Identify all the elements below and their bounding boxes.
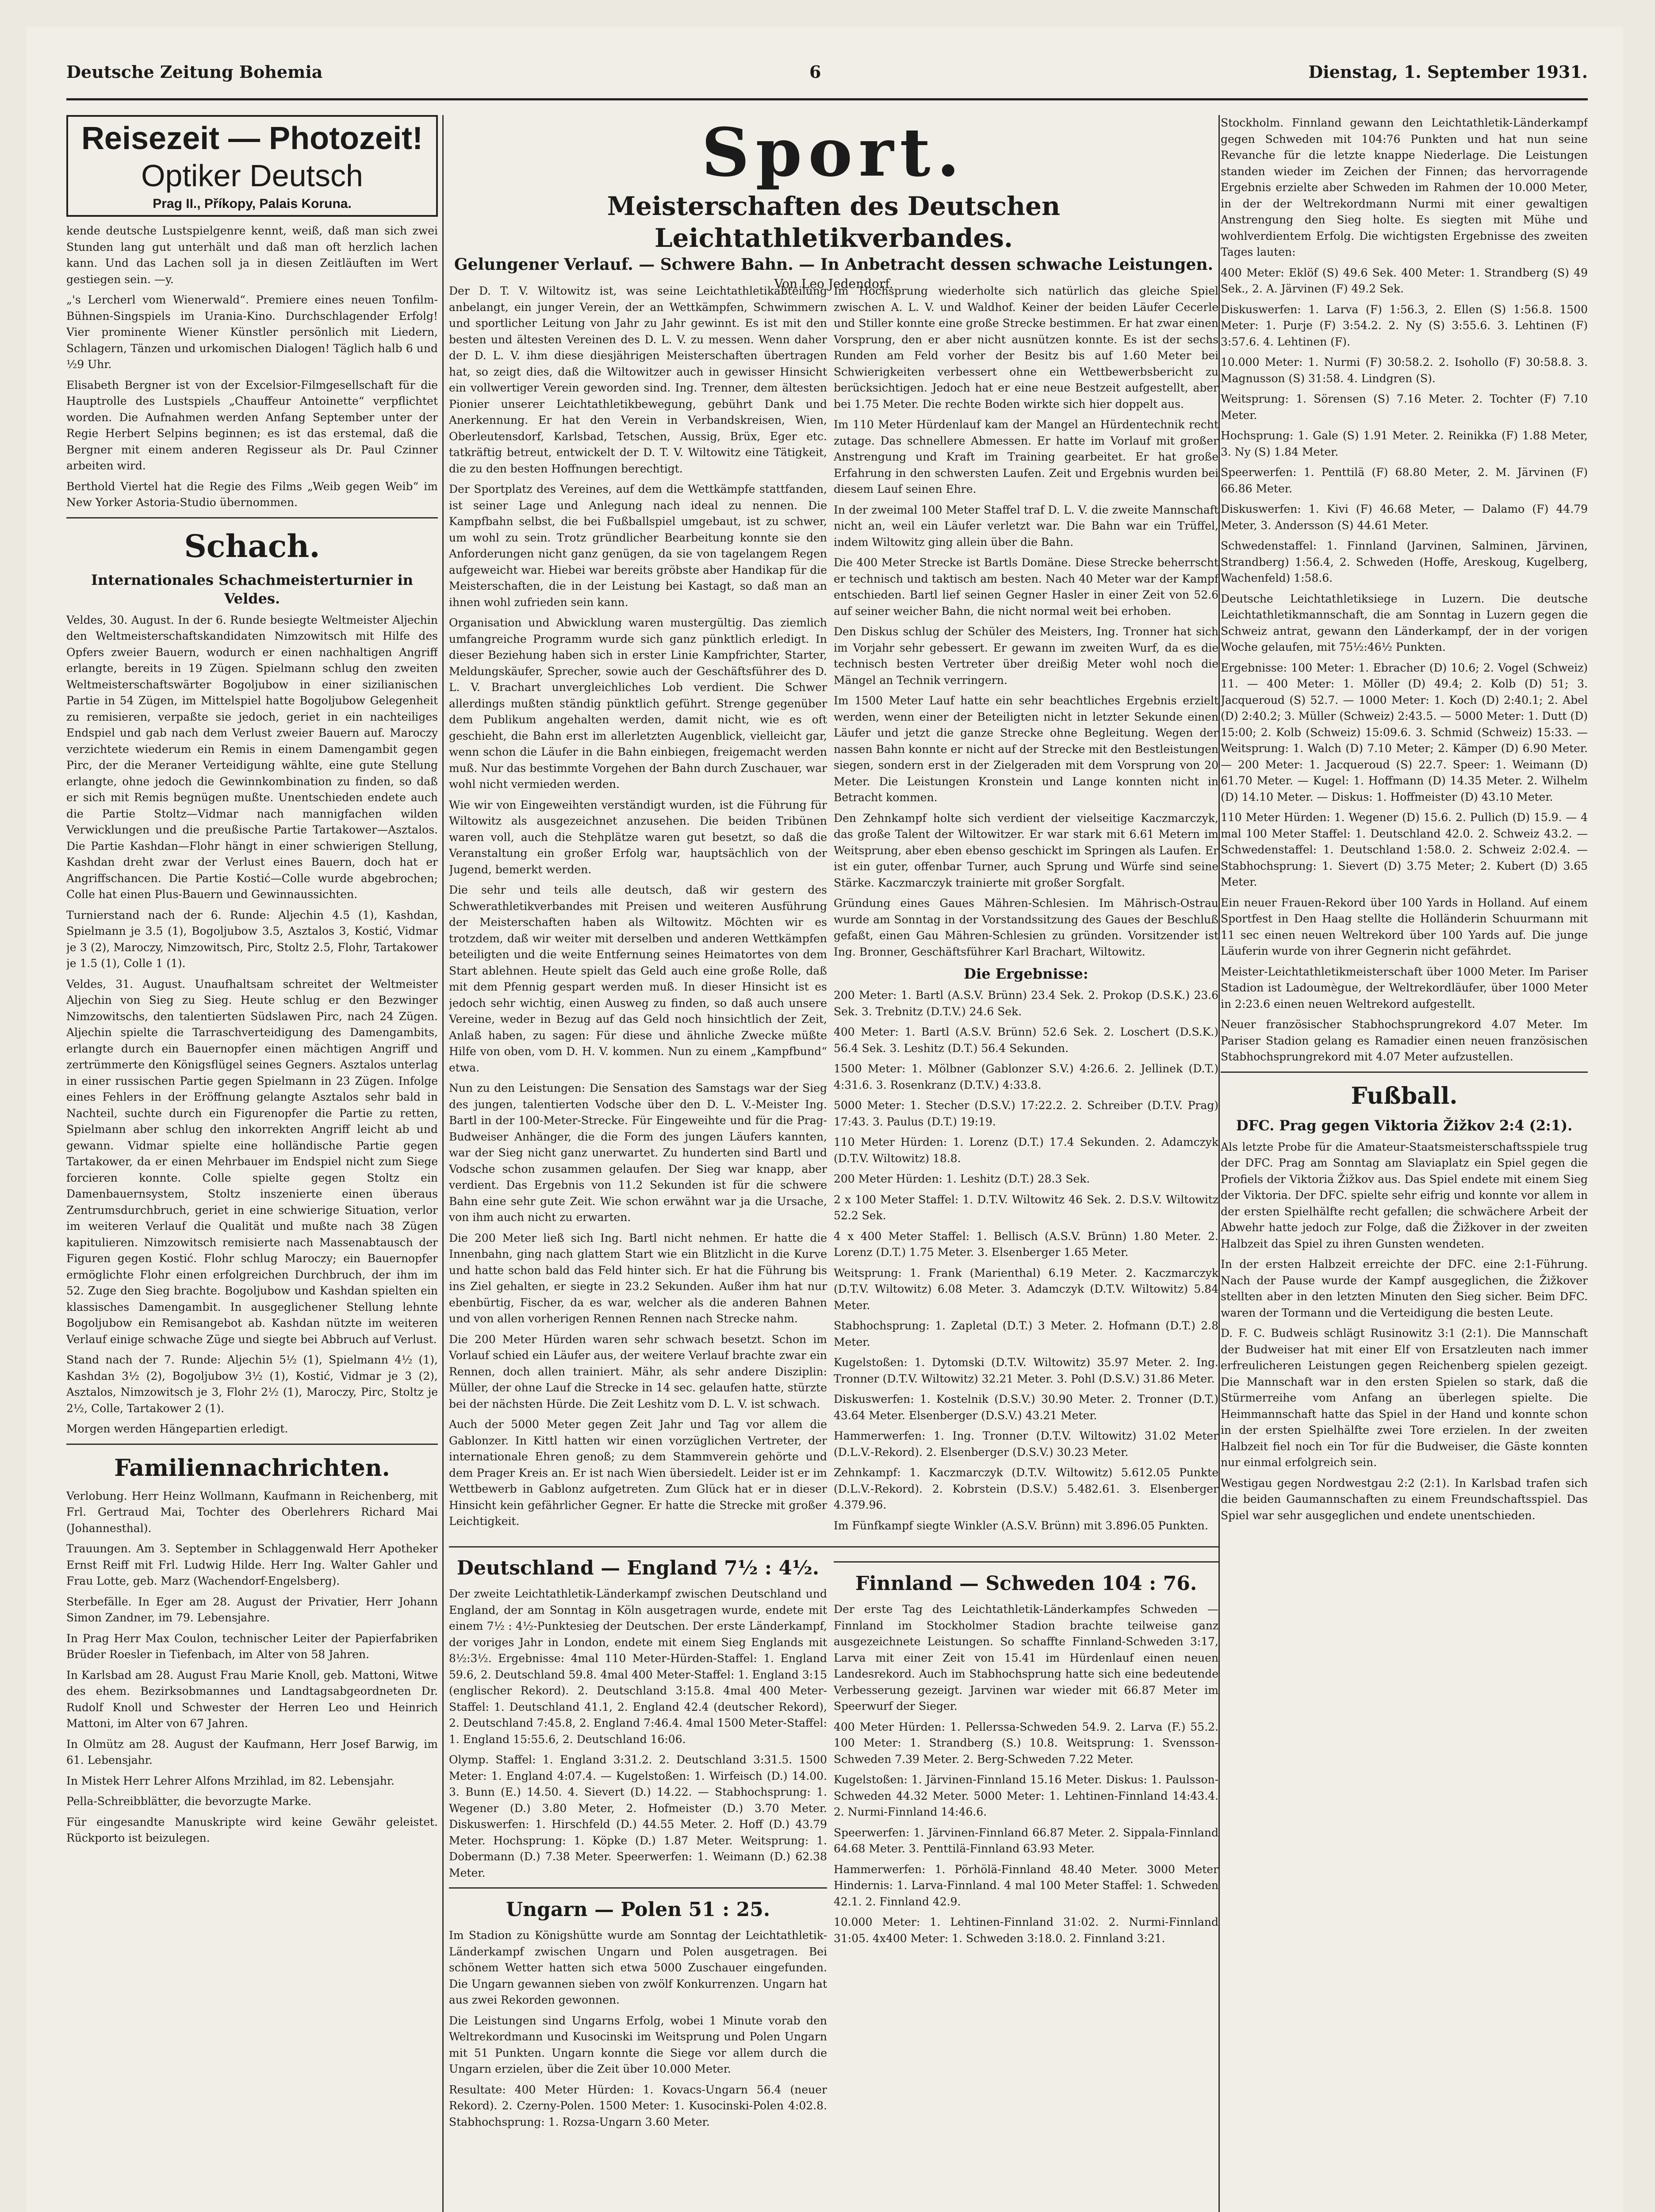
sport-headline: Meisterschaften des Deutschen Leichtathletikverbandes. [607,191,1061,253]
fi-se-paragraph: Hammerwerfen: 1. Pörhölä-Finnland 48.40 Meter. 3000 Meter Hindernis: 1. Larva-Finnland. 4 mal 100 Meter Staffel: 1. Schweden 42.1. 2. Finnland 42.9. [834,1863,1218,1908]
sport-paragraph: Im Hochsprung wiederholte sich natürlich das gleiche Spiel zwischen A. L. V. und Waldhof. Keiner der beiden Läufer Cecerle und Stiller konnte eine große Strecke bestimmen. Er hat zwar einen Vorsprung, den er aber nicht ausnützen konnte. Es ist der sechs Runden am Feld vorher der Besitz bis auf 1.60 Meter bei Schwierigkeiten verbessert ohne ein Wettbewerbsbericht zu berücksichtigen. Jedoch hat er eine neue Bestzeit aufgestellt, aber bei 1.75 Meter. Die rechte Boden wirkte sich hier doppelt aus. [834,284,1218,411]
sport-paragraph: Die 200 Meter ließ sich Ing. Bartl nicht nehmen. Er hatte die Innenbahn, ging nach glattem Start wie ein Blitzlicht in die Kurve und hatte schon bald das Feld hinter sich. Er hat die Führung bis ins Ziel gehalten, er siegte in 23.2 Sekunden. Außer ihm hat nur ebenbürtig, Fischer, da es war, welcher als die anderen Bahnen und von allen vorherigen Rennen Rennen nach Strecke nahm. [449,1231,827,1325]
football-paragraph: Als letzte Probe für die Amateur-Staatsmeisterschaftsspiele trug der DFC. Prag am Sonntag am Slaviaplatz ein Spiel gegen die Profiels der Viktoria Žižkov aus. Das Spiel endete mit einem Sieg der Viktoria. Der DFC. spielte sehr eifrig und konnte vor allem in der ersten Spielhälfte recht gefallen; die schwächere Arbeit der Abwehr hatte jedoch zur Folge, daß die Žižkover in der zweiten Halbzeit das Spiel zu ihren Gunsten wendeten. [1221,1140,1588,1250]
chess-paragraph: Veldes, 31. August. Unaufhaltsam schreitet der Weltmeister Aljechin von Sieg zu Sieg. Heute schlug er den Bezwinger Nimzowitschs, den talentierten Südslawen Pirc, nach 24 Zügen. Aljechin spielte die Tarraschverteidigung des Damengambits, erlangte durch ein Bauernopfer einen mächtigen Angriff und zertrümmerte den Königsflügel seines Gegners. Asztalos unterlag in einer russischen Partie gegen Spielmann in 23 Zügen. Infolge eines Fehlers in der Eröffnung gelangte Asztalos sehr bald in Nachteil, suchte durch ein Figurenopfer die Partie zu retten, Spielmann aber schlug den inkorrekten Angriff leicht ab und gewann. Vidmar spielte eine holländische Partie gegen Tartakower, da er einen Mehrbauer im Endspiel nicht zum Siege forcieren konnte. Colle spielte gegen Stoltz ein Damenbauernsystem, Stoltz inszenierte einen überaus Zentrumsdurchbruch, geriet in eine schwierige Situation, verlor im weiteren Verlauf die Qualität und mußte nach 38 Zügen kapitulieren. Nimzowitsch remisierte nach Massenabtausch der Figuren gegen Kostić. Flohr schlug Maroczy; ein Bauernopfer ermöglichte Flohr einen erfolgreichen Durchbruch, der ihm im 52. Zuge den Sieg brachte. Bogoljubow und Kashdan spielten ein klassisches Damengambit. In ausgeglichener Stellung lehnte Bogoljubow ein Remisangebot ab. Kashdan nützte im weiteren Verlauf einige schwache Züge und siegte bei Abbruch auf Verlust. [66,977,438,1346]
sport-paragraph: Die 400 Meter Strecke ist Bartls Domäne. Diese Strecke beherrscht er technisch und taktisch am besten. Nach 40 Meter war der Kampf entschieden. Bartl lief seinen Gegner Hasler in einer Zeit von 52.6 auf seiner weicher Bahn, die nicht normal weit bei erhoben. [834,556,1218,618]
result-line: 2 x 100 Meter Staffel: 1. D.T.V. Wiltowitz 46 Sek. 2. D.S.V. Wiltowitz 52.2 Sek. [834,1193,1218,1222]
ad-shop-name: Optiker Deutsch [141,158,363,193]
results-title: Die Ergebnisse: [964,965,1088,982]
football-subtitle: DFC. Prag gegen Viktoria Žižkov 2:4 (2:1). [1236,1117,1573,1134]
sport-news-paragraph: Deutsche Leichtathletiksiege in Luzern. Die deutsche Leichtathletikmannschaft, die am Sonntag in Luzern gegen die Schweiz antrat, gewann den Länderkampf, der in der vorigen Woche gelaufen, mit 75½:46½ Punkten. [1221,592,1588,653]
sport-news-paragraph: 10.000 Meter: 1. Nurmi (F) 30:58.2. 2. Isohollo (F) 30:58.8. 3. Magnusson (S) 31:58. 4. Lindgren (S). [1221,356,1588,385]
hu-pl-paragraph: Die Leistungen sind Ungarns Erfolg, wobei 1 Minute vorab den Weltrekordmann und Kusocinski im Weitsprung und Polen Ungarn mit 51 Punkten. Ungarn konnte die Siege vor allem durch die Ungarn erzielen, über die Zeit über 10.000 Meter. [449,2014,827,2075]
column-left [66,115,438,2212]
column-divider [442,115,444,2212]
chess-paragraph: Turnierstand nach der 6. Runde: Aljechin 4.5 (1), Kashdan, Spielmann je 3.5 (1), Bogoljubow 3.5, Asztalos 3, Kostić, Vidmar je 3 (2), Maroczy, Nimzowitsch, Pirc, Stoltz 2.5, Flohr, Tartakower je 1.5 (1), Colle 1 (1). [66,908,438,970]
football-paragraph: D. F. C. Budweis schlägt Rusinowitz 3:1 (2:1). Die Mannschaft der Budweiser hat mit einer Elf von Ersatzleuten nach immer erfreulicheren Leistungen gegen Reichenberg spielen gezeigt. Die Mannschaft war in den ersten Spielen so stark, daß die Stürmerreihe vom Anfang an überlegen spielte. Die Heimmannschaft hatte das Spiel in der Hand und konnte schon in der ersten Spielhälfte zwei Tore erzielen. In der zweiten Halbzeit fiel noch ein Tor für die Budweiser, die Gäste konnten nur einmal erfolgreich sein. [1221,1327,1588,1469]
fi-se-paragraph: Der erste Tag des Leichtathletik-Länderkampfes Schweden — Finnland im Stockholmer Stadion brachte teilweise ganz ausgezeichnete Leistungen. So schaffte Finnland-Schweden 3:17, Larva mit einer Zeit von 15.41 im Hürdenlauf einen neuen Landesrekord. Auch im Stabhochsprung hatte sich eine bedeutende Verbesserung gezeigt. Jarvinen war wieder mit 66.87 Meter im Speerwurf der Sieger. [834,1603,1218,1713]
chess-paragraph: Stand nach der 7. Runde: Aljechin 5½ (1), Spielmann 4½ (1), Kashdan 3½ (2), Bogoljubow 3½ (1), Kostić, Vidmar je 3 (2), Asztalos, Nimzowitsch je 3, Flohr 2½ (1), Maroczy, Pirc, Stoltz je 2½, Colle, Tartakower 2 (1). [66,1353,438,1415]
film-paragraph: Elisabeth Bergner ist von der Excelsior-Filmgesellschaft für die Hauptrolle des Lustspiels „Chauffeur Antoinette“ verpflichtet worden. Die Aufnahmen werden Anfang September unter der Regie Herbert Selpins beginnen; es ist das erstemal, daß die Bergner mit einem anderen Regisseur als Dr. Paul Czinner arbeiten wird. [66,378,438,472]
fi-se-paragraph: 400 Meter Hürden: 1. Pellerssa-Schweden 54.9. 2. Larva (F.) 55.2. 100 Meter: 1. Strandberg (S.) 10.8. Weitsprung: 1. Svensson-Schweden 7.39 Meter. 2. Berg-Schweden 7.22 Meter. [834,1720,1218,1766]
divider [66,517,438,518]
hu-pl-paragraph: Resultate: 400 Meter Hürden: 1. Kovacs-Ungarn 56.4 (neuer Rekord). 2. Czerny-Polen. 1500 Meter: 1. Kusocinski-Polen 4:02.8. Stabhochsprung: 1. Rozsa-Ungarn 3.60 Meter. [449,2083,827,2128]
sport-news-paragraph: 110 Meter Hürden: 1. Wegener (D) 15.6. 2. Pullich (D) 15.9. — 4 mal 100 Meter Staffel: 1. Deutschland 42.0. 2. Schweiz 43.2. — Schwedenstaffel: 1. Deutschland 1:58.0. 2. Schweiz 2:02.4. — Stabhochsprung: 1. Sievert (D) 3.75 Meter; 2. Kubert (D) 3.65 Meter. [1221,811,1588,888]
result-line: 200 Meter Hürden: 1. Leshitz (D.T.) 28.3 Sek. [834,1172,1090,1185]
sport-column-a [449,283,827,1535]
fi-se-paragraph: 10.000 Meter: 1. Lehtinen-Finnland 31:02. 2. Nurmi-Finnland 31:05. 4x400 Meter: 1. Schweden 3:18.0. 2. Finnland 3:21. [834,1916,1218,1945]
family-paragraph: Pella-Schreibblätter, die bevorzugte Marke. [66,1795,311,1808]
sport-paragraph: Den Zehnkampf holte sich verdient der vielseitige Kaczmarczyk, das große Talent der Wiltowitzer. Er war stark mit 6.61 Metern im Weitsprung, aber eben ebenso geschickt im Springen als Laufen. Er ist ein guter, offenbar Turner, auch Sprung und Würfe sind seine Stärke. Kaczmarczyk trainierte mit großer Sorgfalt. [834,811,1218,889]
family-paragraph: Für eingesandte Manuskripte wird keine Gewähr geleistet. Rückporto ist beizulegen. [66,1815,438,1844]
family-paragraph: Sterbefälle. In Eger am 28. August der Privatier, Herr Johann Simon Zandner, im 79. Lebensjahre. [66,1595,438,1624]
sport-lower-right [834,1555,1218,2212]
divider [66,1444,438,1445]
family-paragraph: In Mistek Herr Lehrer Alfons Mrzihlad, im 82. Lebensjahr. [66,1774,395,1787]
fi-se-paragraph: Kugelstoßen: 1. Järvinen-Finnland 15.16 Meter. Diskus: 1. Paulsson-Schweden 44.32 Meter. 5000 Meter: 1. Lehtinen-Finnland 14:43.4. 2. Nurmi-Finnland 14:46.6. [834,1773,1218,1818]
film-paragraph: „'s Lercherl vom Wienerwald“. Premiere eines neuen Tonfilm-Bühnen-Singspiels im Urania-Kino. Durchschlagender Erfolg! Vier prominente Wiener Künstler persönlich mit Liedern, Schlagern, Tänzen und urkomischen Dialogen! Täglich halb 6 und ½9 Uhr. [66,293,438,371]
hu-pl-paragraph: Im Stadion zu Königshütte wurde am Sonntag der Leichtathletik-Länderkampf zwischen Ungarn und Polen ausgetragen. Bei schönem Wetter hatten sich etwa 5000 Zuschauer eingefunden. Die Ungarn gewannen sieben von zwölf Konkurrenzen. Ungarn hat aus zwei Rekorden gewonnen. [449,1929,827,2006]
football-paragraph: Westigau gegen Nordwestgau 2:2 (2:1). In Karlsbad trafen sich die beiden Gaumannschaften zu einem Freundschaftsspiel. Das Spiel war sehr ausgeglichen und endete unentschieden. [1221,1476,1588,1522]
sport-paragraph: Wie wir von Eingeweihten verständigt wurden, ist die Führung für Wiltowitz als ausgezeichnet anzusehen. Die beiden Tribünen waren voll, auch die Stehplätze waren gut besetzt, so daß die Veranstaltung ein großer Erfolg war, hauptsächlich von der Jugend, bemerkt werden. [449,798,827,876]
fi-se-title: Finnland — Schweden 104 : 76. [855,1572,1197,1595]
result-line: 200 Meter: 1. Bartl (A.S.V. Brünn) 23.4 Sek. 2. Prokop (D.S.K.) 23.6 Sek. 3. Trebnitz (D.T.V.) 24.6 Sek. [834,989,1218,1018]
sport-news-paragraph: Stockholm. Finnland gewann den Leichtathletik-Länderkampf gegen Schweden mit 104:76 Punkten und hat nun seine Revanche für die letzte knappe Niederlage. Die Leistungen standen wieder im Zeichen der Finnen; das hervorragende Ergebnis erzielte aber Schweden im Rahmen der 10.000 Meter, in der der Weltrekordmann Nurmi mit einer gewaltigen Anstrengung den Sieg holte. Es siegten mit Mühe und wohlverdientem Erfolg. Die wichtigsten Ergebnisse des zweiten Tages lauten: [1221,116,1588,258]
chess-paragraph: Morgen werden Hängepartien erledigt. [66,1422,288,1435]
optician-ad [66,115,438,217]
sport-news-paragraph: Schwedenstaffel: 1. Finnland (Jarvinen, Salminen, Järvinen, Strandberg) 1:56.4, 2. Schweden (Hoffe, Areskoug, Kugelberg, Wachenfeld) 1:58.6. [1221,539,1588,584]
sport-news-paragraph: Diskuswerfen: 1. Larva (F) 1:56.3, 2. Ellen (S) 1:56.8. 1500 Meter: 1. Purje (F) 3:54.2. 2. Ny (S) 3:55.6. 3. Lehtinen (F) 3:57.6. 4. Lehtinen (F). [1221,303,1588,348]
sport-column-b [834,283,1218,1535]
chess-title: Schach. [184,527,320,565]
family-paragraph: In Olmütz am 28. August der Kaufmann, Herr Josef Barwig, im 61. Lebensjahr. [66,1737,438,1767]
result-line: 1500 Meter: 1. Mölbner (Gablonzer S.V.) 4:26.6. 2. Jellinek (D.T.) 4:31.6. 3. Rosenkranz (D.T.V.) 4:33.8. [834,1062,1218,1091]
sport-paragraph: Organisation und Abwicklung waren mustergültig. Das ziemlich umfangreiche Programm wurde sich ganz pünktlich erledigt. In dieser Beziehung haben sich in erster Linie Kampfrichter, Starter, Meldungskäufer, Sprecher, sowie auch der Geschäftsführer des D. L. V. Brachart unvergleichliches Lob verdient. Die Schwer allerdings mußten ständig pünktlich geführt. Strenge gegenüber dem Publikum angehalten werden, damit nicht, wie es oft geschieht, die Bahn erst im allerletzten Augenblick, vielleicht gar, wenn schon die Läufer in die Bahn einbiegen, freigemacht werden muß. Nur das bestimmte Vorgehen der Bahn durch Zuschauer, war wohl nicht vermieden werden. [449,616,827,791]
chess-article [66,612,438,1437]
masthead [66,62,1588,93]
divider [449,1546,1218,1548]
de-en-title: Deutschland — England 7½ : 4½. [456,1557,820,1579]
sport-paragraph: In der zweimal 100 Meter Staffel traf D. L. V. die zweite Mannschaft nicht an, weil ein Läufer verletzt war. Die Bahn war ein Trüffel, indem Wiltowitz ging allein über die Bahn. [834,503,1218,549]
football-paragraph: In der ersten Halbzeit erreichte der DFC. eine 2:1-Führung. Nach der Pause wurde der Kampf ausgeglichen, die Žižkover stellten aber in den letzten Minuten den Sieg sicher. Beim DFC. waren der Tormann und die Verteidigung die besten Leute. [1221,1258,1588,1319]
result-line: Kugelstoßen: 1. Dytomski (D.T.V. Wiltowitz) 35.97 Meter. 2. Ing. Tronner (D.T.V. Wiltowitz) 32.21 Meter. 3. Pohl (D.S.V.) 31.86 Meter. [834,1356,1218,1385]
result-line: Weitsprung: 1. Frank (Marienthal) 6.19 Meter. 2. Kaczmarczyk (D.T.V. Wiltowitz) 6.08 Meter. 3. Adamczyk (D.T.V. Wiltowitz) 5.84 Meter. [834,1266,1218,1312]
sport-news-paragraph: Neuer französischer Stabhochsprungrekord 4.07 Meter. Im Pariser Stadion gelang es Ramadier einen neuen französischen Stabhochsprungrekord mit 4.07 Meter aufzustellen. [1221,1018,1588,1063]
family-paragraph: Trauungen. Am 3. September in Schlaggenwald Herr Apotheker Ernst Reiff mit Frl. Ludwig Hilde. Herr Ing. Walter Gahler und Frau Lotte, geb. Marz (Wachendorf-Engelsberg). [66,1542,438,1587]
sport-paragraph: Gründung eines Gaues Mähren-Schlesien. Im Mährisch-Ostrau wurde am Sonntag in der Vorstandssitzung des Gaues der Beschluß gefaßt, einen Gau Mähren-Schlesien zu gründen. Vorsitzender ist Ing. Bronner, Geschäftsführer Karl Brachart, Wiltowitz. [834,897,1218,958]
ad-headline: Reisezeit — Photozeit! [81,121,423,156]
divider [449,1887,827,1889]
sport-paragraph [449,1534,827,1536]
result-line: Zehnkampf: 1. Kaczmarczyk (D.T.V. Wiltowitz) 5.612.05 Punkte (D.L.V.-Rekord). 2. Kobrstein (D.S.V.) 5.482.61. 3. Elsenberger 4.379.96. [834,1466,1218,1511]
sport-title: Sport. [701,114,966,192]
sport-news-paragraph: 400 Meter: Eklöf (S) 49.6 Sek. 400 Meter: 1. Strandberg (S) 49 Sek., 2. A. Järvinen (F) 49.2 Sek. [1221,266,1588,295]
sport-header [449,115,1218,293]
sport-paragraph: Die 200 Meter Hürden waren sehr schwach besetzt. Schon im Vorlauf schied ein Läufer aus, der weitere Verlauf brachte zwar ein Rennen, doch allen trainiert. Mähr, als sehr andere Disziplin: Müller, der ohne Lauf die Strecke in 14 sec. gelaufen hatte, stürzte bei der nächsten Hürde. Die Zeit Leshitz vom D. L. V. ist schwach. [449,1333,827,1410]
chess-paragraph: Veldes, 30. August. In der 6. Runde besiegte Weltmeister Aljechin den Weltmeisterschaftskandidaten Nimzowitsch mit Hilfe des Opfers zweier Bauern, wodurch er einen nachhaltigen Angriff erlangte, bereits in 19 Zügen. Spielmann schlug den zweiten Weltmeisterschaftswärter Bogoljubow in einer sizilianischen Partie in 54 Zügen, im Mittelspiel hatte Bogoljubow Gelegenheit zu remisieren, verpaßte sie jedoch, geriet in ein nachteiliges Endspiel und gab nach dem Verlust zweier Bauern auf. Maroczy verzichtete wiederum ein Remis in einem Damengambit gegen Pirc, der die Meraner Verteidigung wählte, eine gute Stellung erlangte, ohne jedoch die Gewinnkombination zu finden, so daß er sich mit Remis begnügen mußte. Unentschieden endete auch die Partie Stoltz—Vidmar nach mannigfachen wilden Verwicklungen und die preußische Partie Tartakower—Asztalos. Die Partie Kashdan—Flohr hängt in einer schwierigen Stellung, Kashdan dreht zwar der Verlust eines Bauern, doch hat er Angriffschancen. Die Partie Kostić—Colle wurde abgebrochen; Colle hat einen Plus-Bauern und Gewinnaussichten. [66,613,438,901]
masthead-rule [66,98,1588,100]
sport-lower-left [449,1555,827,2212]
sport-paragraph: Im 110 Meter Hürdenlauf kam der Mangel an Hürdentechnik recht zutage. Das schnellere Abmessen. Er hatte im Vorlauf mit großer Anstrengung und Kraft im Training gearbeitet. Er hat große Erfahrung in den schwersten Laufen. Zeit und Ergebnis wurden bei diesem Lauf seinen Ehre. [834,418,1218,495]
family-title: Familiennachrichten. [114,1454,390,1482]
family-notices [66,1488,438,1847]
result-line: 400 Meter: 1. Bartl (A.S.V. Brünn) 52.6 Sek. 2. Loschert (D.S.K.) 56.4 Sek. 3. Leshitz (D.T.) 56.4 Sekunden. [834,1025,1218,1055]
result-line: 4 x 400 Meter Staffel: 1. Bellisch (A.S.V. Brünn) 1.80 Meter. 2. Lorenz (D.T.) 1.75 Meter. 3. Elsenberger 1.65 Meter. [834,1229,1218,1259]
football-title: Fußball. [1351,1082,1458,1110]
sport-paragraph: Der Sportplatz des Vereines, auf dem die Wettkämpfe stattfanden, ist seiner Lage und Anlegung nach ideal zu nennen. Die Kampfbahn selbst, die bei Fußballspiel umgebaut, ist zu schwer, um wohl zu sein. Trotz gründlicher Bearbeitung konnte sie den Anforderungen nicht ganz genügen, da sie von tagelangem Regen aufgeweicht war. Hiebei war bereits gröbste aber Handikap für die Meisterschaften, die in der Leistung bei Kastagt, so daß man an ihnen wohl zufrieden sein kann. [449,483,827,609]
issue-date: Dienstag, 1. September 1931. [1308,62,1588,82]
sport-paragraph: Den Diskus schlug der Schüler des Meisters, Ing. Tronner hat sich im Vorjahr sehr gebessert. Er gewann im zweiten Wurf, da es die technisch besten Vertreter über dreißig Meter wohl noch die Mängel an Technik verringern. [834,625,1218,687]
result-line: 110 Meter Hürden: 1. Lorenz (D.T.) 17.4 Sekunden. 2. Adamczyk (D.T.V. Wiltowitz) 18.8. [834,1136,1218,1165]
result-line: Stabhochsprung: 1. Zapletal (D.T.) 3 Meter. 2. Hofmann (D.T.) 2.8 Meter. [834,1319,1218,1348]
sport-news-paragraph: Hochsprung: 1. Gale (S) 1.91 Meter. 2. Reinikka (F) 1.88 Meter, 3. Ny (S) 1.84 Meter. [1221,429,1588,458]
sport-news-paragraph: Diskuswerfen: 1. Kivi (F) 46.68 Meter, — Dalamo (F) 44.79 Meter, 3. Andersson (S) 44.61 Meter. [1221,503,1588,532]
divider [1221,1071,1588,1073]
sport-paragraph: Nun zu den Leistungen: Die Sensation des Samstags war der Sieg des jungen, talentierten Vodsche über den D. L. V.-Meister Ing. Bartl in der 100-Meter-Strecke. Für Eingeweihte und für die Prag-Budweiser Anhänger, die die Form des jungen Läufers kannten, war der Sieg nicht ganz unerwartet. Zu hunderten sind Bartl und Vodsche schon zusammen gelaufen. Der Sieg war knapp, aber verdient. Das Ergebnis von 11.2 Sekunden ist für die schwere Bahn eine sehr gute Zeit. Wie schon erwähnt war ja die Ursache, von ihm auch nicht zu erwarten. [449,1082,827,1224]
sport-paragraph: Der D. T. V. Wiltowitz ist, was seine Leichtathletikabteilung anbelangt, ein junger Verein, der an Wettkämpfen, Schwimmern und sportlicher Leitung von Jahr zu Jahr gewinnt. Es ist mit den besten und ältesten Vereinen des D. L. V. zu messen. Wenn daher der D. L. V. ihm diese diesjährigen Meisterschaften übertragen hat, so zeigt dies, daß die Wiltowitzer auch in gewisser Hinsicht ein vollwertiger Verein geworden sind. Ing. Trenner, dem ältesten Pionier unserer Leichtathletikbewegung, gebührt Dank und Anerkennung. Er hat den Verein in Verbandskreisen, Wien, Oberleutensdorf, Karlsbad, Tetschen, Aussig, Brüx, Eger etc. tatkräftig betreut, entwickelt der D. T. V. Wiltowitz eine Tätigkeit, die zu den besten Hoffnungen berechtigt. [449,284,827,475]
column-right [1221,115,1588,2212]
divider [834,1561,1218,1563]
hu-pl-title: Ungarn — Polen 51 : 25. [506,1898,770,1921]
sport-news-paragraph: Weitsprung: 1. Sörensen (S) 7.16 Meter. 2. Tochter (F) 7.10 Meter. [1221,392,1588,422]
sport-news-paragraph: Ein neuer Frauen-Rekord über 100 Yards in Holland. Auf einem Sportfest in Den Haag stellte die Holländerin Schuurmann mit 11 sec einen neuen Weltrekord über 100 Yards auf. Die junge Läuferin wurde von ihrer Gegnerin nicht gefährdet. [1221,896,1588,957]
result-line: Diskuswerfen: 1. Kostelnik (D.S.V.) 30.90 Meter. 2. Tronner (D.T.) 43.64 Meter. Elsenberger (D.S.V.) 43.21 Meter. [834,1393,1218,1422]
result-line: Im Fünfkampf siegte Winkler (A.S.V. Brünn) mit 3.896.05 Punkten. [834,1519,1208,1532]
sport-paragraph: Die sehr und teils alle deutsch, daß wir gestern des Schwerathletikverbandes mit Preisen und weiteren Ausführung der Meisterschaften haben als Wiltowitz. Möchten wir es trotzdem, daß wir weiter mit derselben und anderen Wettkämpfen beteiligten und die weite Entfernung seines Heimatortes von dem Start ablehnen. Heute spielt das Geld auch eine große Rolle, daß mit dem Pfennig gespart werden muß. In dieser Hinsicht ist es jedoch sehr wichtig, einen Ausweg zu finden, so daß auch unsere Vereine, weder in Bezug auf das Geld noch hinsichtlich der Zeit, Anlaß haben, zu sagen: Für diese und ähnliche Zwecke müßte Hilfe von oben, vom D. H. V. kommen. Nun zu einem „Kampfbund“ etwa. [449,883,827,1074]
sport-news-paragraph: Speerwerfen: 1. Penttilä (F) 68.80 Meter, 2. M. Järvinen (F) 66.86 Meter. [1221,466,1588,495]
ad-address: Prag II., Příkopy, Palais Koruna. [153,196,352,211]
sport-news-paragraph: Ergebnisse: 100 Meter: 1. Ebracher (D) 10.6; 2. Vogel (Schweiz) 11. — 400 Meter: 1. Möller (D) 49.4; 2. Kolb (D) 51; 3. Jacqueroud (S) 52.7. — 1000 Meter: 1. Koch (D) 2:40.1; 2. Abel (D) 2:40.2; 3. Müller (Schweiz) 2:43.5. — 5000 Meter: 1. Dutt (D) 15:00; 2. Kolb (Schweiz) 15:09.6. 3. Schmid (Schweiz) 15:33. — Weitsprung: 1. Walch (D) 7.10 Meter; 2. Kämper (D) 6.90 Meter. — 200 Meter: 1. Jacqueroud (S) 22.7. Speer: 1. Weimann (D) 61.70 Meter. — Kugel: 1. Hoffmann (D) 14.35 Meter. 2. Wilhelm (D) 14.10 Meter. — Diskus: 1. Hoffmeister (D) 43.10 Meter. [1221,661,1588,803]
sport-byline: Von Leo Jedendorf. [774,276,893,291]
film-news [66,223,438,511]
sport-deck: Gelungener Verlauf. — Schwere Bahn. — In Anbetracht dessen schwache Leistungen. [454,255,1214,274]
paper-name: Deutsche Zeitung Bohemia [66,62,323,82]
family-paragraph: In Prag Herr Max Coulon, technischer Leiter der Papierfabriken Brüder Roesler in Tiefenbach, im Alter von 58 Jahren. [66,1632,438,1661]
sport-news-paragraph: Meister-Leichtathletikmeisterschaft über 1000 Meter. Im Pariser Stadion ist Ladoumègue, der Weltrekordläufer, über 1000 Meter in 2:23.6 einen neuen Weltrekord aufgestellt. [1221,965,1588,1010]
result-line: 5000 Meter: 1. Stecher (D.S.V.) 17:22.2. 2. Schreiber (D.T.V. Prag) 17:43. 3. Paulus (D.T.) 19:19. [834,1099,1218,1128]
de-en-paragraph: Der zweite Leichtathletik-Länderkampf zwischen Deutschland und England, der am Sonntag in Köln ausgetragen wurde, endete mit einem 7½ : 4½-Punktesieg der Deutschen. Der erste Länderkampf, der voriges Jahr in London, endete mit einem Sieg Englands mit 8½:3½. Ergebnisse: 4mal 110 Meter-Hürden-Staffel: 1. England 59.6, 2. Deutschland 59.8. 4mal 400 Meter-Staffel: 1. England 3:15 (englischer Rekord). 2. Deutschland 3:15.8. 4mal 400 Meter-Staffel: 1. Deutschland 41.1, 2. England 42.4 (deutscher Rekord), 2. Deutschland 7:45.8, 2. England 7:46.4. 4mal 1500 Meter-Staffel: 1. England 15:55.6, 2. Deutschland 16:06. [449,1587,827,1746]
sport-paragraph: Auch der 5000 Meter gegen Zeit Jahr und Tag vor allem die Gablonzer. In Kittl hatten wir einen vorzüglichen Vertreter, der internationale Ehren genoß; zu dem Stammverein gehörte und dem Prager Kreis an. Er ist nach Wien übersiedelt. Leider ist er im Wettbewerb in Gablonz aufgetreten. Zum Glück hat er in dieser Hinsicht kein gefährlicher Gegner. Er hatte die Strecke mit großer Leichtigkeit. [449,1418,827,1528]
de-en-paragraph: Olymp. Staffel: 1. England 3:31.2. 2. Deutschland 3:31.5. 1500 Meter: 1. England 4:07.4. — Kugelstoßen: 1. Wirfeisch (D.) 14.00. 3. Bunn (E.) 14.50. 4. Sievert (D.) 14.22. — Stabhochsprung: 1. Wegener (D.) 3.80 Meter, 2. Hofmeister (D.) 3.70 Meter. Diskuswerfen: 1. Hirschfeld (D.) 44.55 Meter. 2. Hoff (D.) 43.79 Meter. Hochsprung: 1. Köpke (D.) 1.87 Meter. Weitsprung: 1. Dobermann (D.) 7.38 Meter. Speerwerfen: 1. Weimann (D.) 62.38 Meter. [449,1753,827,1879]
sport-paragraph: Im 1500 Meter Lauf hatte ein sehr beachtliches Ergebnis erzielt werden, wenn einer der Beteiligten nicht in letzter Sekunde einen Läufer und jetzt die ganze Strecke ohne Begleitung. Wegen der nassen Bahn konnte er nicht auf der Strecke mit den Bestleistungen siegen, sondern erst in der Zielgeraden mit dem Vorsprung von 20 Meter. Die Leistungen Kronstein und Lange konnten nicht in Betracht kommen. [834,694,1218,804]
family-paragraph: Verlobung. Herr Heinz Wollmann, Kaufmann in Reichenberg, mit Frl. Gertraud Mai, Tochter des Oberlehrers Richard Mai (Johannesthal). [66,1489,438,1535]
result-line: Hammerwerfen: 1. Ing. Tronner (D.T.V. Wiltowitz) 31.02 Meter (D.L.V.-Rekord). 2. Elsenberger (D.S.V.) 30.23 Meter. [834,1429,1218,1459]
chess-subtitle: Internationales Schachmeisterturnier in Veldes. [91,571,414,607]
fi-se-paragraph: Speerwerfen: 1. Järvinen-Finnland 66.87 Meter. 2. Sippala-Finnland 64.68 Meter. 3. Penttilä-Finnland 63.93 Meter. [834,1826,1218,1855]
film-paragraph: kende deutsche Lustspielgenre kennt, weiß, daß man sich zwei Stunden lang gut unterhält und daß man oft herzlich lachen kann. Und das Lachen soll ja in diesen Zeitläuften im Wert gestiegen sein. —y. [66,224,438,286]
film-paragraph: Berthold Viertel hat die Regie des Films „Weib gegen Weib“ im New Yorker Astoria-Studio übernommen. [66,480,438,509]
family-paragraph: In Karlsbad am 28. August Frau Marie Knoll, geb. Mattoni, Witwe des ehem. Bezirksobmannes und Landtagsabgeordneten Dr. Rudolf Knoll und Schwester der Herren Leo und Heinrich Mattoni, im Alter von 67 Jahren. [66,1668,438,1730]
page-number: 6 [809,62,821,82]
column-divider [1218,115,1220,2212]
